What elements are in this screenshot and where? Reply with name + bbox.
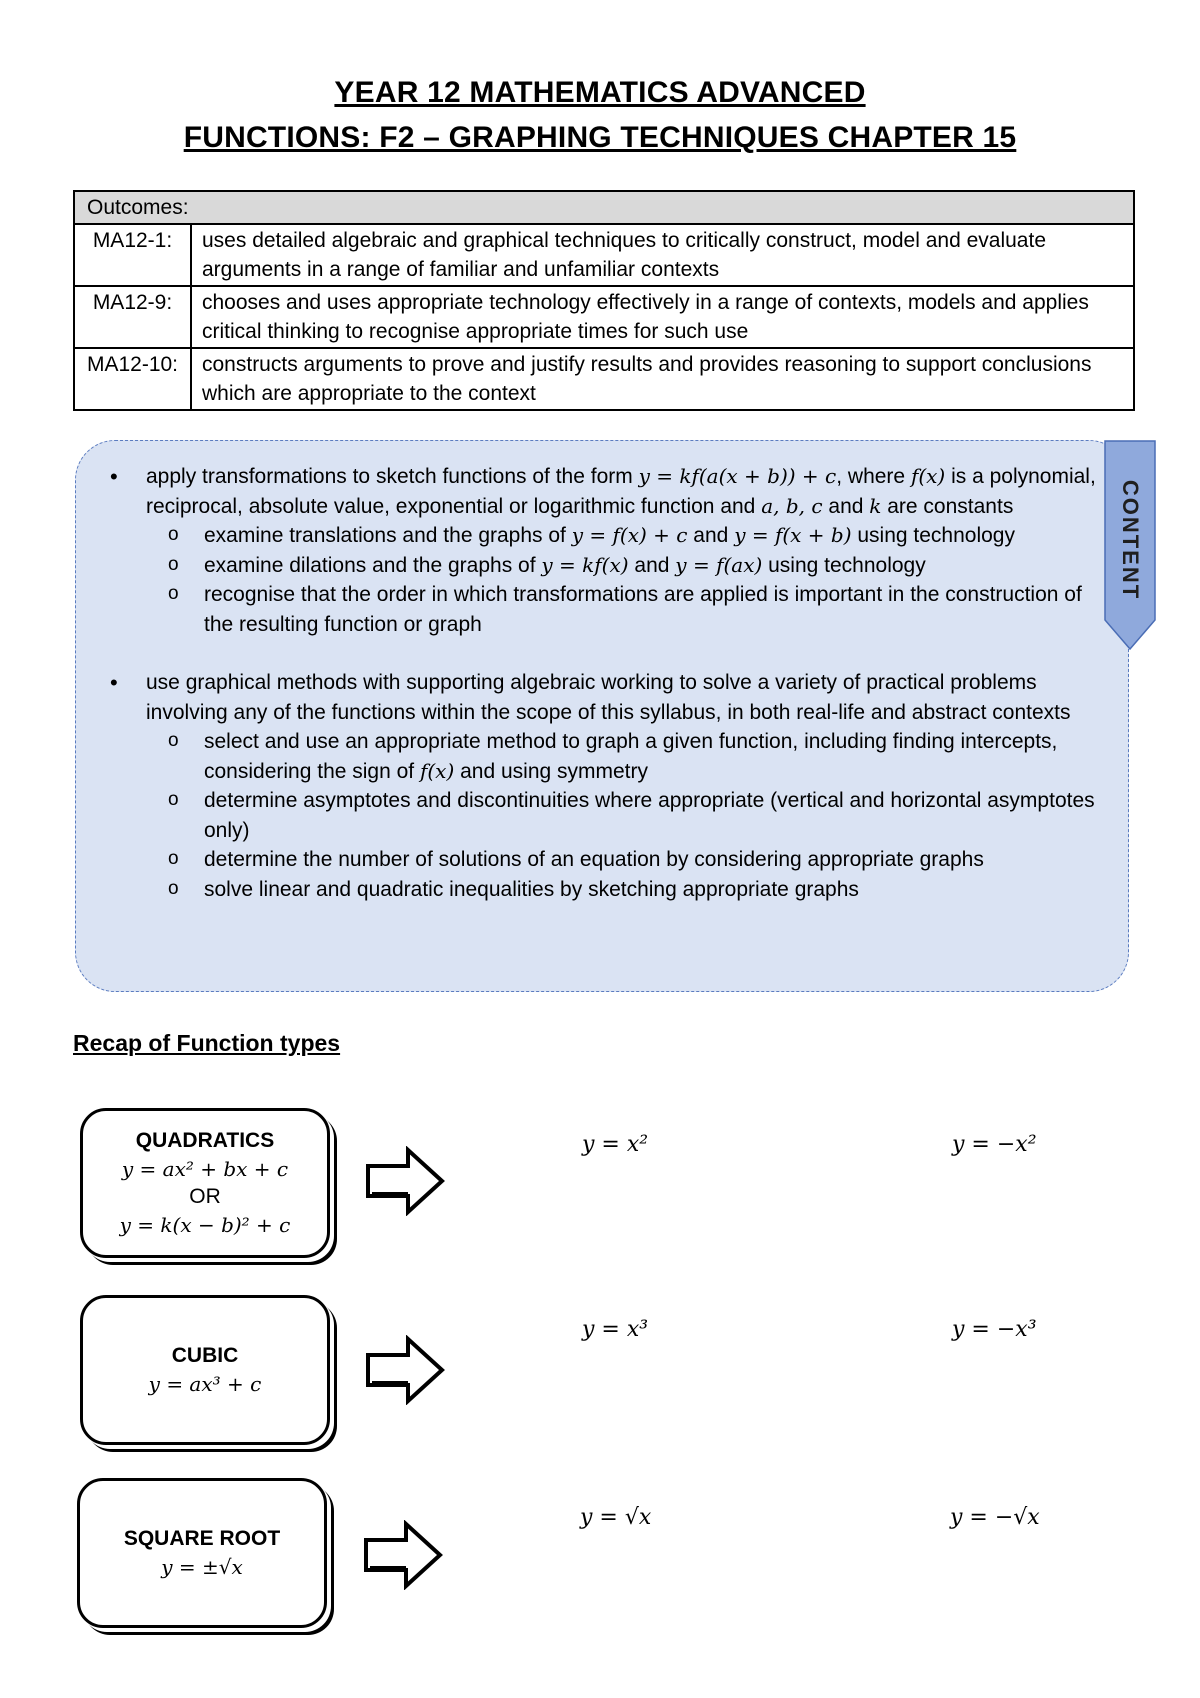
outcome-row xyxy=(74,224,1134,286)
graph-label-cubic-positive: y = x³ xyxy=(582,1317,649,1342)
right-arrow-icon xyxy=(364,1335,446,1405)
graph-label-cubic-negative: y = −x³ xyxy=(952,1317,1037,1342)
outcomes-header-row xyxy=(74,191,1134,224)
outcome-row xyxy=(74,348,1134,410)
math: y = f(ax) xyxy=(675,552,763,577)
text: and xyxy=(628,553,676,577)
page-title-line-1: YEAR 12 MATHEMATICS ADVANCED xyxy=(334,76,866,109)
content-sub-item xyxy=(110,521,1100,551)
content-sub-item: o recognise that the order in which transformations are applied is important in the construction of the resulting function or graph xyxy=(110,580,1100,639)
content-bullet xyxy=(110,462,1100,521)
page-title-line-2: FUNCTIONS: F2 – GRAPHING TECHNIQUES CHAPTER 15 xyxy=(183,121,1017,154)
graph-label-sqrt-negative: y = −√x xyxy=(950,1505,1040,1530)
math: f(x) xyxy=(419,758,455,783)
right-arrow-icon xyxy=(362,1520,444,1590)
text: examine translations and the graphs of xyxy=(204,524,572,547)
outcomes-table xyxy=(73,190,1135,411)
content-sub-item: o solve linear and quadratic inequalities by sketching appropriate graphs xyxy=(110,875,1100,905)
text: using technology xyxy=(762,553,926,577)
quadratics-label: QUADRATICS xyxy=(135,1129,275,1152)
content-sub-item xyxy=(110,727,1100,786)
text: apply transformations to sketch functions of the form xyxy=(146,465,639,488)
content-sub-item: o determine the number of solutions of an equation by considering appropriate graphs xyxy=(110,845,1100,875)
content-bullet: • use graphical methods with supporting algebraic working to solve a variety of practical problems involving any of the functions within the scope of this syllabus, in both real-life and abstract contexts xyxy=(110,668,1100,727)
text: select and use an appropriate method to graph a given function, including finding intercepts, considering the sign of xyxy=(204,730,1058,783)
right-arrow-icon xyxy=(364,1146,446,1216)
text: , where xyxy=(836,465,911,488)
outcome-text: chooses and uses appropriate technology effectively in a range of contexts, models and applies critical thinking to recognise appropriate times for such use xyxy=(191,286,1134,348)
math: y = kf(x) xyxy=(541,552,629,577)
outcome-text: constructs arguments to prove and justify results and provides reasoning to support conclusions which are appropriate to the context xyxy=(191,348,1134,410)
text: is a polynomial, reciprocal, absolute value, exponential or logarithmic function and xyxy=(146,465,1096,518)
square-root-label: SQUARE ROOT xyxy=(123,1527,281,1550)
content-tab xyxy=(1104,440,1156,650)
text: examine dilations and the graphs of xyxy=(204,553,542,577)
outcomes-heading: Outcomes: xyxy=(74,191,1134,224)
text: and using symmetry xyxy=(454,759,649,783)
math: y = kf(a(x + b)) + c xyxy=(638,464,837,488)
quadratics-box xyxy=(80,1108,330,1258)
square-root-box xyxy=(77,1478,327,1628)
math: a, b, c xyxy=(761,493,823,518)
cubic-label: CUBIC xyxy=(171,1344,239,1367)
quadratics-or: OR xyxy=(189,1185,221,1208)
text: are constants xyxy=(881,494,1014,518)
graph-label-quadratic-positive: y = x² xyxy=(582,1132,649,1157)
recap-heading: Recap of Function types xyxy=(73,1030,341,1056)
outcome-row xyxy=(74,286,1134,348)
outcome-code: MA12-10: xyxy=(74,348,191,410)
text: using technology xyxy=(851,524,1015,547)
content-tab-label: CONTENT xyxy=(1118,479,1143,601)
cubic-equation: y = ax³ + c xyxy=(148,1372,262,1396)
quadratics-equation-1: y = ax² + bx + c xyxy=(121,1157,289,1181)
math: y = f(x + b) xyxy=(734,523,852,547)
cubic-box xyxy=(80,1295,330,1445)
text: and xyxy=(687,524,735,547)
graph-label-sqrt-positive: y = √x xyxy=(580,1505,652,1530)
outcome-text: uses detailed algebraic and graphical techniques to critically construct, model and evaluate arguments in a range of familiar and unfamiliar contexts xyxy=(191,224,1134,286)
outcome-code: MA12-9: xyxy=(74,286,191,348)
math: k xyxy=(869,493,882,518)
outcome-code: MA12-1: xyxy=(74,224,191,286)
math: f(x) xyxy=(910,464,946,488)
content-sub-item xyxy=(110,551,1100,581)
text: and xyxy=(822,494,870,518)
content-sub-item: o determine asymptotes and discontinuities where appropriate (vertical and horizontal asymptotes only) xyxy=(110,786,1100,845)
quadratics-equation-2: y = k(x − b)² + c xyxy=(119,1213,291,1237)
math: y = f(x) + c xyxy=(571,523,688,547)
square-root-equation: y = ±√x xyxy=(161,1555,243,1579)
content-list xyxy=(110,462,1100,904)
graph-label-quadratic-negative: y = −x² xyxy=(952,1132,1037,1157)
